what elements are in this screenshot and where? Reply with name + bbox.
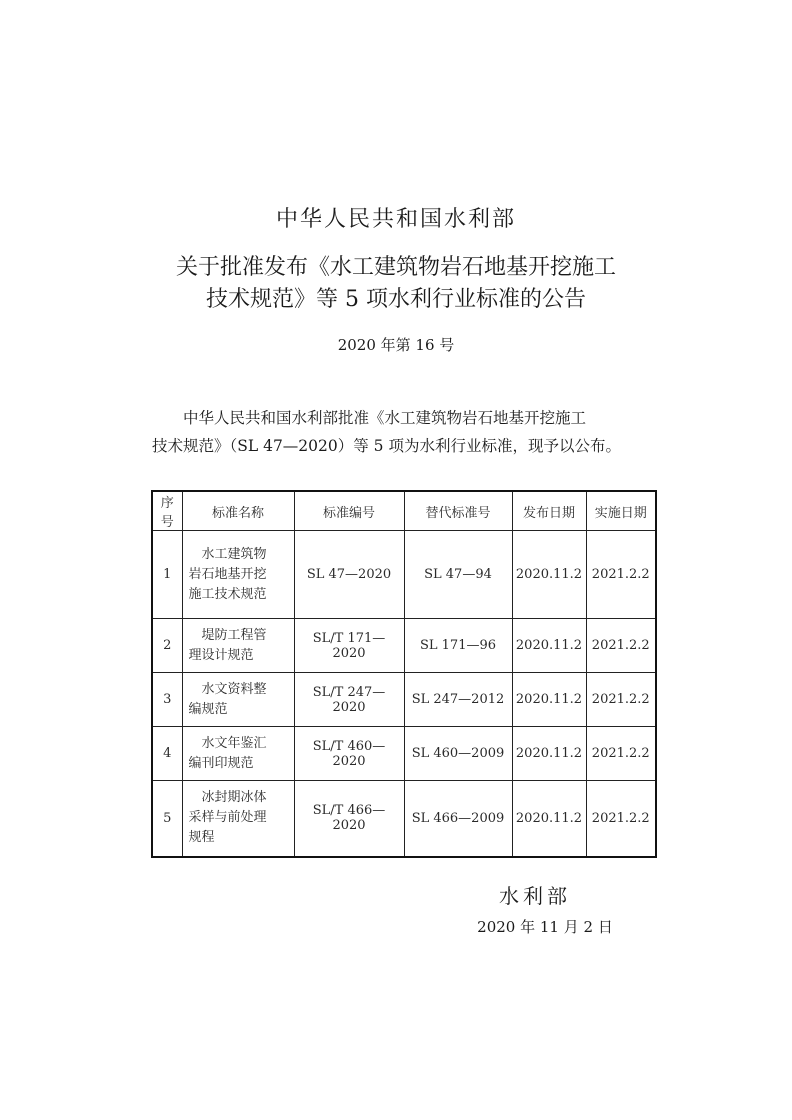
- row-issued: 2020.11.2: [512, 619, 586, 673]
- row-name-line: 规程: [188, 830, 215, 846]
- row-replaces: SL 466—2009: [404, 781, 512, 857]
- row-code: SL/T 466—2020: [294, 781, 404, 857]
- row-name: [182, 531, 294, 619]
- table-row: [152, 781, 656, 857]
- row-code: SL/T 247—2020: [294, 673, 404, 727]
- row-code: SL/T 171—2020: [294, 619, 404, 673]
- row-replaces: SL 460—2009: [404, 727, 512, 781]
- row-no: 2: [152, 619, 182, 673]
- row-effective: 2021.2.2: [586, 781, 656, 857]
- row-code: SL/T 460—2020: [294, 727, 404, 781]
- row-name-line: 岩石地基开挖: [188, 566, 267, 582]
- row-replaces: SL 47—94: [404, 531, 512, 619]
- row-issued: 2020.11.2: [512, 531, 586, 619]
- title-line-1: 关于批准发布《水工建筑物岩石地基开挖施工: [175, 255, 616, 280]
- table-header-row: [152, 491, 656, 531]
- body-line-1: 中华人民共和国水利部批准《水工建筑物岩石地基开挖施工: [183, 409, 587, 427]
- row-effective: 2021.2.2: [586, 727, 656, 781]
- title-line-2: 技术规范》等 5 项水利行业标准的公告: [206, 287, 586, 312]
- issuing-ministry: 中华人民共和国水利部: [275, 207, 516, 232]
- row-name-line: 采样与前处理: [188, 810, 267, 826]
- row-name-line: 施工技术规范: [188, 586, 267, 602]
- header-replaces: 替代标准号: [404, 491, 512, 531]
- row-name-line: 水文年鉴汇: [201, 735, 267, 751]
- row-replaces: SL 247—2012: [404, 673, 512, 727]
- issue-date: 2020 年 11 月 2 日: [477, 918, 613, 936]
- row-name-line: 编刊印规范: [188, 755, 254, 771]
- header-name: 标准名称: [182, 491, 294, 531]
- row-name-line: 编规范: [188, 701, 228, 717]
- header-issued: 发布日期: [512, 491, 586, 531]
- row-name: [182, 781, 294, 857]
- row-no: 5: [152, 781, 182, 857]
- header-no: 序号: [152, 491, 182, 531]
- row-name: [182, 673, 294, 727]
- row-no: 1: [152, 531, 182, 619]
- header-code: 标准编号: [294, 491, 404, 531]
- row-effective: 2021.2.2: [586, 673, 656, 727]
- row-issued: 2020.11.2: [512, 727, 586, 781]
- document-number: 2020 年第 16 号: [337, 336, 455, 354]
- table-row: [152, 673, 656, 727]
- row-no: 3: [152, 673, 182, 727]
- table-row: [152, 619, 656, 673]
- row-effective: 2021.2.2: [586, 531, 656, 619]
- row-issued: 2020.11.2: [512, 673, 586, 727]
- header-effective: 实施日期: [586, 491, 656, 531]
- row-replaces: SL 171—96: [404, 619, 512, 673]
- table-row: [152, 727, 656, 781]
- row-name-line: 水工建筑物: [201, 546, 267, 562]
- row-effective: 2021.2.2: [586, 619, 656, 673]
- row-name-line: 水文资料整: [201, 681, 267, 697]
- row-code: SL 47—2020: [294, 531, 404, 619]
- row-no: 4: [152, 727, 182, 781]
- row-name: [182, 619, 294, 673]
- standards-table: [151, 490, 657, 858]
- table-row: [152, 531, 656, 619]
- announcement-body: [152, 404, 672, 460]
- signing-authority: 水利部: [499, 884, 571, 908]
- body-line-2: 技术规范》（SL 47—2020）等 5 项为水利行业标准，现予以公布。: [152, 437, 621, 455]
- row-name-line: 堤防工程管: [201, 627, 267, 643]
- announcement-title: [120, 252, 672, 316]
- row-name-line: 理设计规范: [188, 647, 254, 663]
- row-name-line: 冰封期冰体: [201, 790, 267, 806]
- row-name: [182, 727, 294, 781]
- row-issued: 2020.11.2: [512, 781, 586, 857]
